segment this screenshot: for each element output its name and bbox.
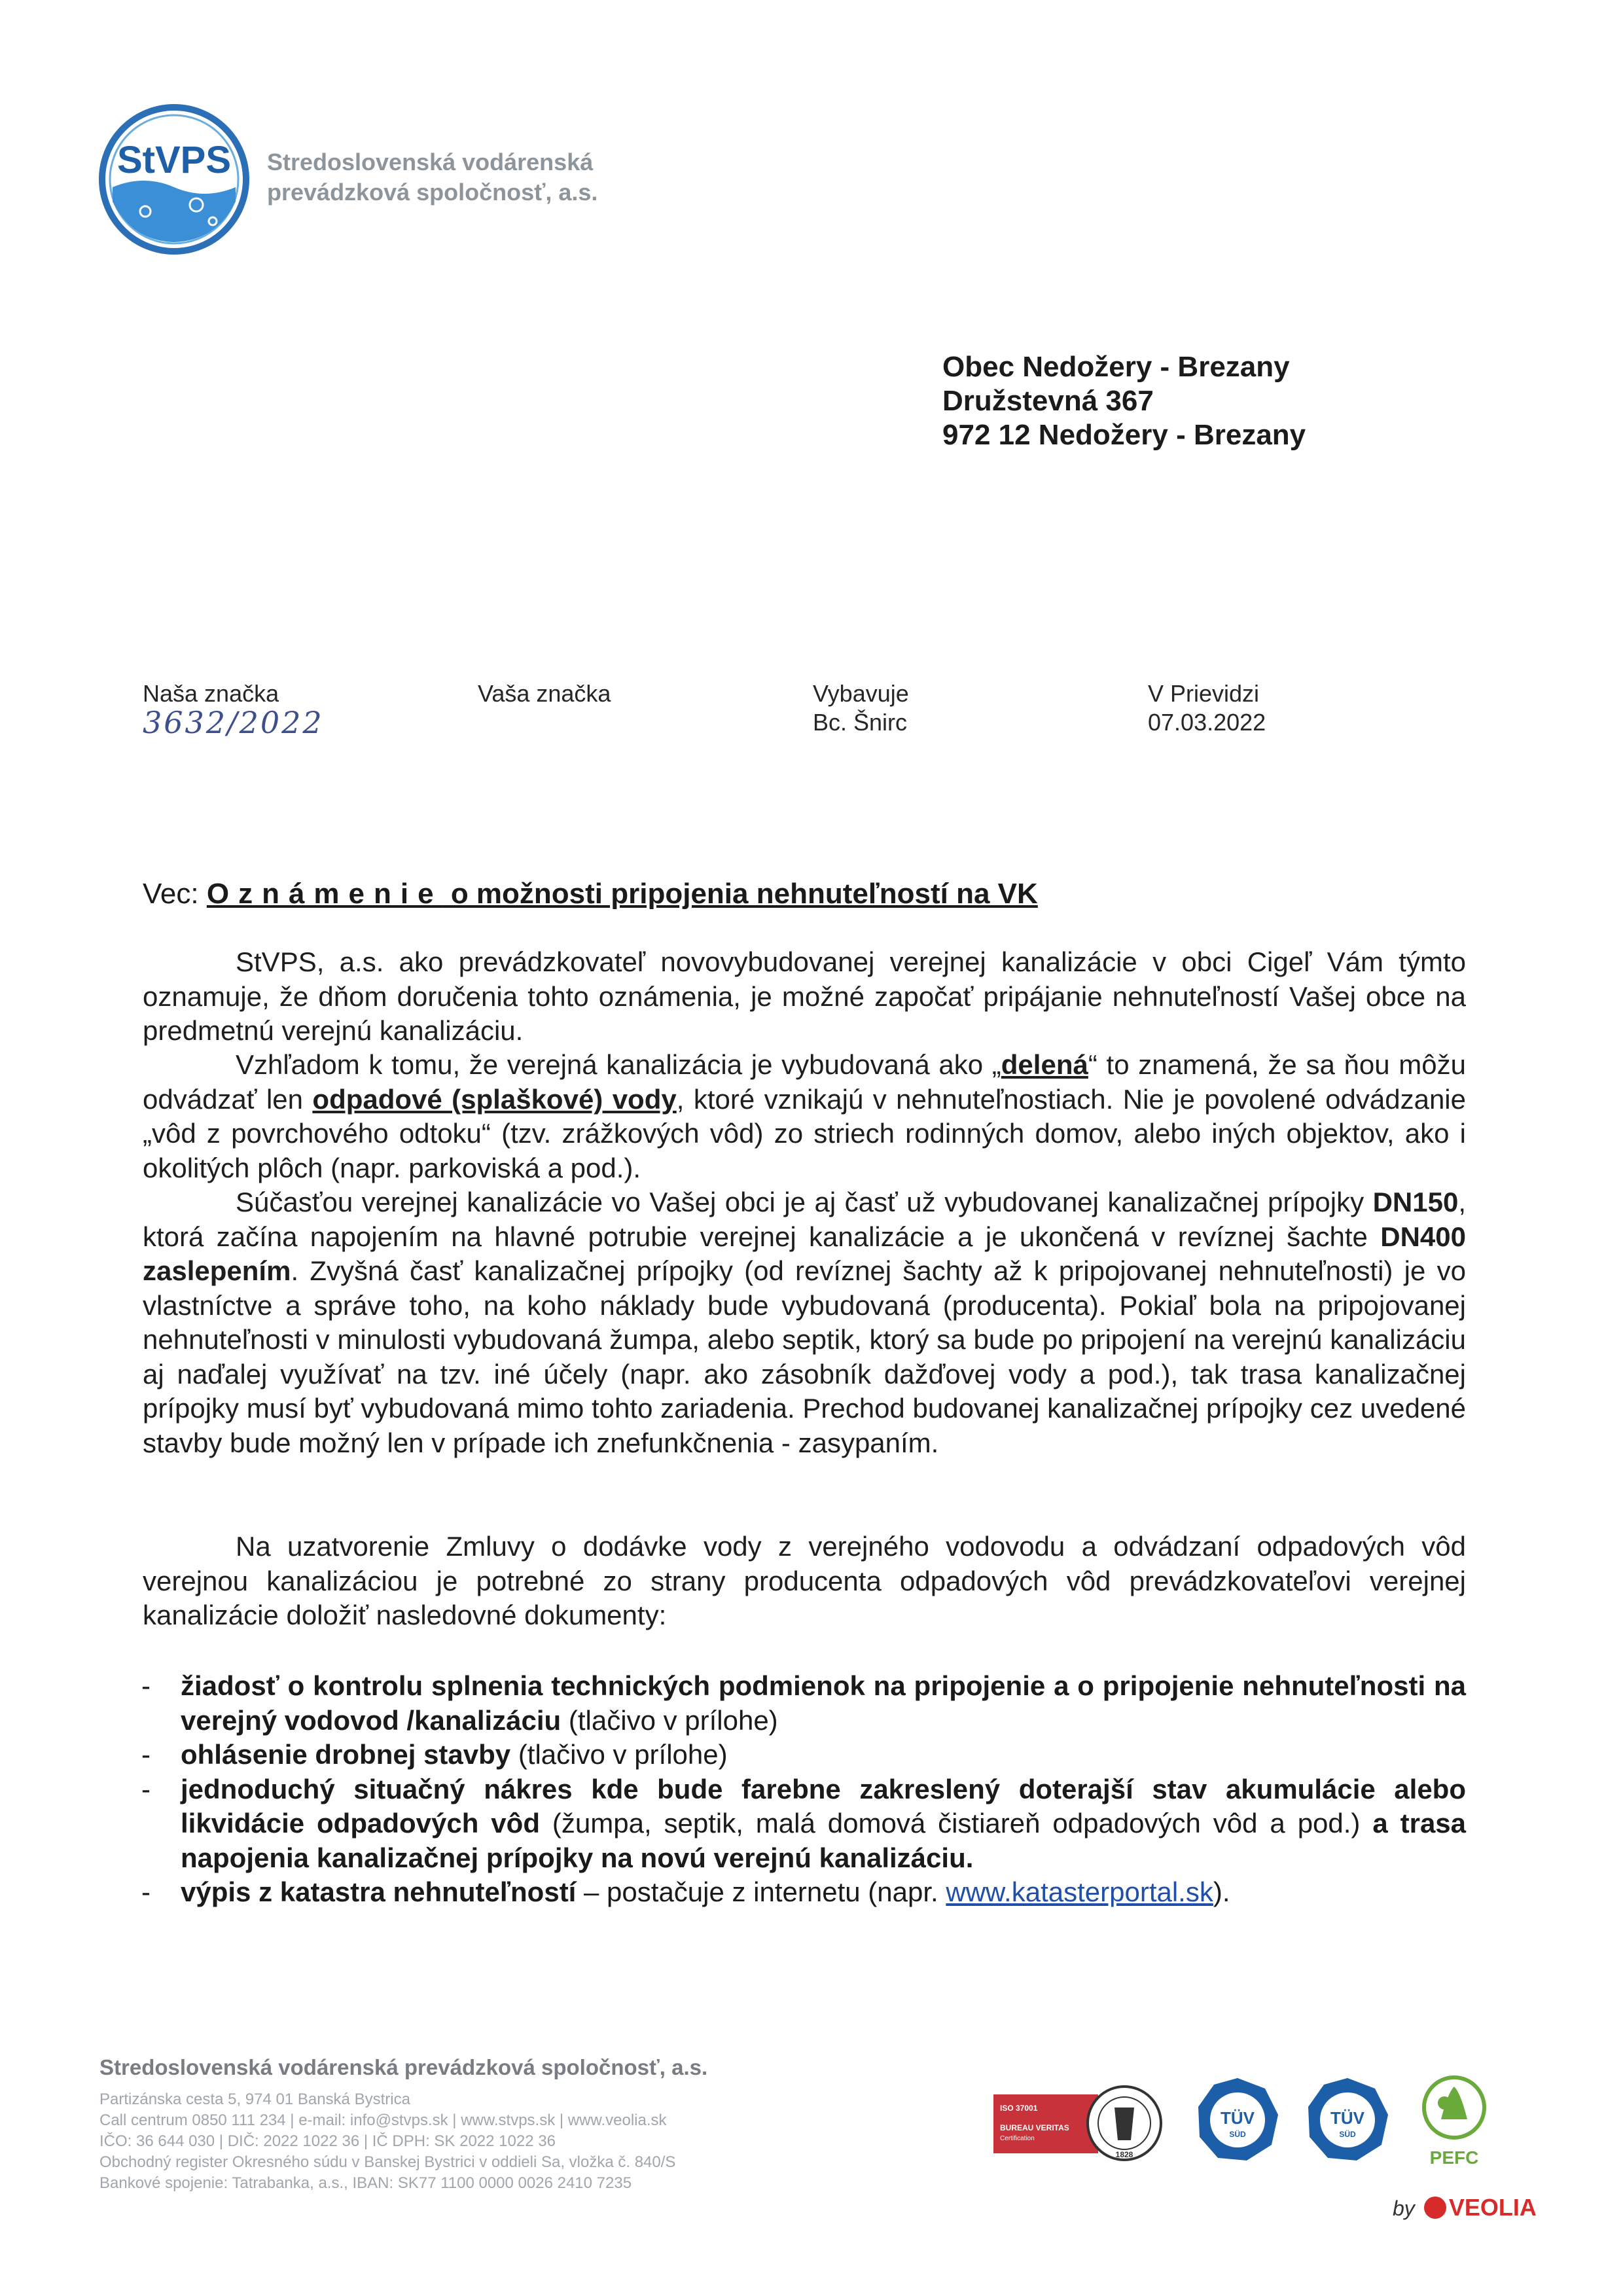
footer-company: Stredoslovenská vodárenská prevádzková spoločnosť, a.s.: [99, 2055, 708, 2079]
svg-text:BUREAU VERITAS: BUREAU VERITAS: [1000, 2123, 1069, 2132]
p3-bold-dn400: DN400 zaslepením: [143, 1221, 1466, 1286]
by-label: by: [1393, 2197, 1415, 2220]
subject-line: [143, 876, 1038, 912]
footer-details: [99, 2089, 885, 2194]
paragraph-4: Na uzatvorenie Zmluvy o dodávke vody z verejného vodovodu a odvádzaní odpadových vôd verejnou kanalizáciou je potrebné zo strany producenta odpadových vôd prevádzkovateľovi verejnej kanalizácie doložiť nasledovné dokumenty:: [143, 1531, 1466, 1630]
place-label: V Prievidzi: [1148, 680, 1260, 707]
svg-text:TÜV: TÜV: [1221, 2108, 1255, 2128]
your-reference: [478, 679, 611, 708]
svg-text:SÜD: SÜD: [1339, 2130, 1356, 2139]
paragraph-2: [143, 1048, 1466, 1185]
company-header: [267, 147, 597, 207]
p3-bold-dn150: DN150: [1372, 1187, 1459, 1217]
company-line-2: prevádzková spoločnosť, a.s.: [267, 179, 598, 206]
p3-text-b: , ktorá začína napojením na hlavné potrubie verejnej kanalizácie a je ukončená v revíznej šachte: [143, 1187, 1466, 1252]
p2-text-b: “ to znamená, že sa ňou môžu odvádzať len: [143, 1049, 1466, 1115]
p2-text-a: Vzhľadom k tomu, že verejná kanalizácia je vybudovaná ako „: [236, 1049, 1001, 1080]
svg-text:SÜD: SÜD: [1229, 2130, 1246, 2139]
footer-ids: IČO: 36 644 030 | DIČ: 2022 1022 36 | IČ DPH: SK 2022 1022 36: [99, 2132, 556, 2150]
subject-spaced: Oznámenie: [206, 878, 443, 910]
your-ref-label: Vaša značka: [478, 680, 611, 707]
recipient-name: Obec Nedožery - Brezany: [942, 351, 1290, 383]
paragraph-1: StVPS, a.s. ako prevádzkovateľ novovybudovanej verejnej kanalizácie v obci Cigeľ Vám týmto oznamuje, že dňom doručenia tohto oznámenia, je možné započať pripájanie nehnuteľností Vašej obce na predmetnú verejnú kanalizáciu.: [143, 946, 1466, 1046]
our-reference: [143, 679, 324, 740]
our-ref-value: 3632/2022: [143, 705, 324, 740]
p2-bold-wastewater: odpadové (splaškové) vody: [312, 1083, 677, 1115]
veolia-text: VEOLIA: [1448, 2194, 1537, 2221]
subject-prefix: Vec:: [143, 878, 207, 910]
recipient-street: Družstevná 367: [942, 385, 1154, 417]
bureau-veritas-badge: [993, 2075, 1165, 2165]
list-item: - jednoduchý situačný nákres kde bude farebne zakreslený doterajší stav akumulácie alebo likvidácie odpadových vôd (žumpa, septik, malá domová čistiareň odpadových vôd a pod.) a trasa napojenia kanalizačnej prípojky na novú verejnú kanalizáciu.: [141, 1773, 1467, 1873]
recipient-city: 972 12 Nedožery - Brezany: [942, 419, 1306, 451]
p2-text-c: , ktoré vznikajú v nehnuteľnostiach. Nie je povolené odvádzanie „vôd z povrchového odtoku“ (tzv. zrážkových vôd) zo striech rodinných domov, alebo iných objektov, ako i okolitých plôch (napr. parkoviská a pod.).: [143, 1083, 1466, 1183]
stvps-logo: [98, 103, 250, 255]
handled-by: [813, 679, 909, 737]
footer-address: Partizánska cesta 5, 974 01 Banská Bystrica: [99, 2090, 410, 2108]
our-ref-label: Naša značka: [143, 680, 279, 707]
svg-text:StVPS: StVPS: [116, 139, 232, 181]
handled-label: Vybavuje: [813, 680, 909, 707]
company-line-1: Stredoslovenská vodárenská: [267, 149, 594, 175]
p3-text-a: Súčasťou verejnej kanalizácie vo Vašej obci je aj časť už vybudovanej kanalizačnej prípojky: [236, 1187, 1373, 1217]
paragraph-3: [143, 1185, 1466, 1460]
katasterportal-link[interactable]: www.katasterportal.sk: [946, 1876, 1213, 1907]
list-item: - žiadosť o kontrolu splnenia technických podmienok na pripojenie a o pripojenie nehnuteľnosti na verejný vodovod /kanalizáciu (tlačivo v prílohe): [141, 1670, 1466, 1736]
footer-contact: Call centrum 0850 111 234 | e-mail: info@stvps.sk | www.stvps.sk | www.veolia.sk: [99, 2111, 667, 2129]
date-value: 07.03.2022: [1148, 709, 1266, 736]
veolia-logo: [1393, 2194, 1537, 2221]
p2-bold-delena: delená: [1001, 1049, 1088, 1080]
pefc-logo: [1415, 2073, 1493, 2172]
svg-text:Certification: Certification: [1000, 2135, 1035, 2142]
handled-value: Bc. Šnirc: [813, 709, 908, 736]
tuv-sud-badge-2: [1304, 2077, 1391, 2163]
svg-text:ISO 37001: ISO 37001: [1000, 2104, 1038, 2113]
svg-text:PEFC: PEFC: [1429, 2147, 1479, 2168]
svg-text:1828: 1828: [1115, 2150, 1133, 2159]
list-item: - ohlásenie drobnej stavby (tlačivo v prílohe): [141, 1739, 728, 1770]
required-documents-list: [137, 1669, 1466, 1910]
tuv-sud-badge-1: [1194, 2077, 1281, 2163]
place-date: [1148, 679, 1266, 737]
p3-text-c: . Zvyšná časť kanalizačnej prípojky (od revíznej šachty až k pripojovanej nehnuteľnosti) je vo vlastníctve a správe toho, na koho náklady bude vybudovaná (producenta). Pokiaľ bola na pripojovanej nehnuteľnosti v minulosti vybudovaná žumpa, alebo septik, ktorý sa bude po pripojení na verejnú kanalizáciu aj naďalej využívať na tzv. iné účely (napr. ako zásobník dažďovej vody a pod.), tak trasa kanalizačnej prípojky musí byť vybudovaná mimo tohto zariadenia. Prechod budovanej kanalizačnej prípojky cez uvedené stavby bude možný len v prípade ich znefunkčnenia - zasypaním.: [143, 1255, 1466, 1458]
footer-register: Obchodný register Okresného súdu v Banskej Bystrici v oddieli Sa, vložka č. 840/S: [99, 2153, 676, 2171]
subject-rest: o možnosti pripojenia nehnuteľností na VK: [442, 878, 1038, 910]
recipient-address: [942, 350, 1306, 452]
list-item: - výpis z katastra nehnuteľností – postačuje z internetu (napr. www.katasterportal.sk).: [141, 1876, 1230, 1907]
svg-text:TÜV: TÜV: [1330, 2108, 1364, 2128]
footer-bank: Bankové spojenie: Tatrabanka, a.s., IBAN: SK77 1100 0000 0026 2410 7235: [99, 2174, 632, 2192]
veolia-icon: [1424, 2197, 1446, 2219]
